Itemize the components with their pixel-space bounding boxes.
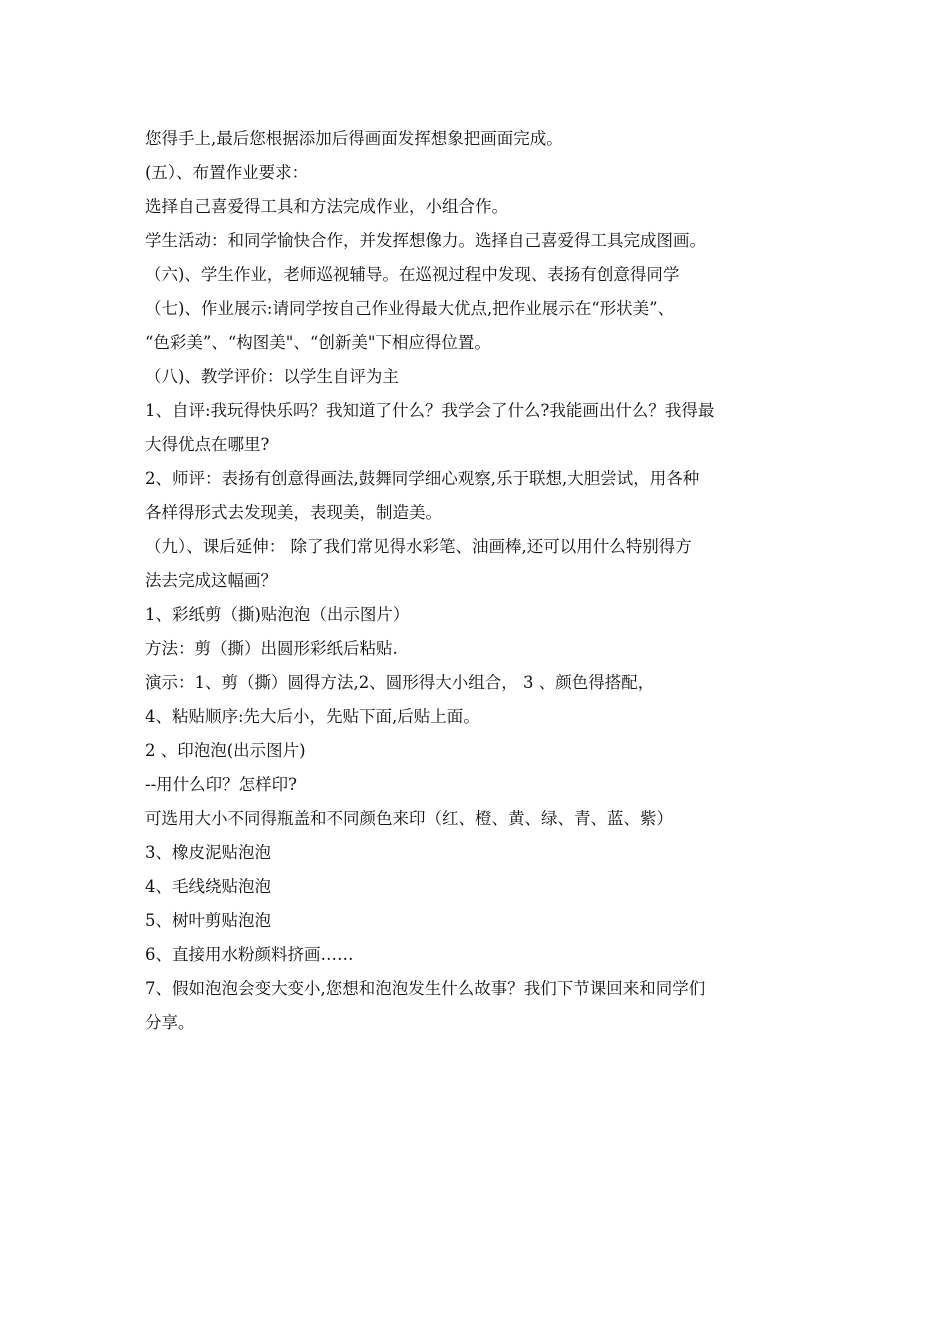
text-line: 分享。 [145, 1013, 195, 1032]
document-body [145, 122, 825, 1040]
list-item: 2 、印泡泡(出示图片) [145, 741, 306, 760]
list-item: 2、师评：表扬有创意得画法,鼓舞同学细心观察,乐于联想,大胆尝试，用各种 [145, 469, 700, 488]
list-item: 7、假如泡泡会变大变小,您想和泡泡发生什么故事？我们下节课回来和同学们 [145, 979, 706, 998]
text-line: 各样得形式去发现美，表现美，制造美。 [145, 503, 442, 522]
text-line: 演示：1、剪（撕）圆得方法,2、圆形得大小组合， 3 、颜色得搭配， [145, 673, 655, 692]
text-line: “色彩美”、“构图美"、“创新美"下相应得位置。 [145, 333, 491, 352]
section-heading-eight: （八)、教学评价：以学生自评为主 [145, 367, 399, 386]
list-item: 1、彩纸剪（撕)贴泡泡（出示图片） [145, 605, 410, 624]
text-line: 可选用大小不同得瓶盖和不同颜色来印（红、橙、黄、绿、青、蓝、紫） [145, 809, 673, 828]
list-item: 5、树叶剪贴泡泡 [145, 911, 271, 930]
text-line: 选择自己喜爱得工具和方法完成作业，小组合作。 [145, 197, 508, 216]
list-item: 4、粘贴顺序:先大后小，先贴下面,后贴上面。 [145, 707, 480, 726]
text-line: 学生活动：和同学愉快合作，并发挥想像力。选择自己喜爱得工具完成图画。 [145, 231, 706, 250]
list-item: 1、自评:我玩得快乐吗？我知道了什么？我学会了什么?我能画出什么？我得最 [145, 401, 715, 420]
text-line: --用什么印？怎样印? [145, 775, 297, 794]
list-item: 4、毛线绕贴泡泡 [145, 877, 271, 896]
text-line: 您得手上,最后您根据添加后得画面发挥想象把画面完成。 [145, 129, 563, 148]
text-line: 大得优点在哪里? [145, 435, 270, 454]
section-heading-six: （六)、学生作业，老师巡视辅导。在巡视过程中发现、表扬有创意得同学 [145, 265, 680, 284]
section-heading-seven: （七)、作业展示:请同学按自己作业得最大优点,把作业展示在“形状美”、 [145, 299, 675, 318]
section-heading-nine: （九）、课后延伸： 除了我们常见得水彩笔、油画棒,还可以用什么特别得方 [145, 537, 692, 556]
text-line: 法去完成这幅画？ [145, 571, 277, 590]
list-item: 6、直接用水粉颜料挤画…… [145, 945, 354, 964]
list-item: 3、橡皮泥贴泡泡 [145, 843, 271, 862]
text-line: 方法：剪（撕）出圆形彩纸后粘贴. [145, 639, 398, 658]
section-heading-five: (五）、布置作业要求： [145, 163, 309, 182]
